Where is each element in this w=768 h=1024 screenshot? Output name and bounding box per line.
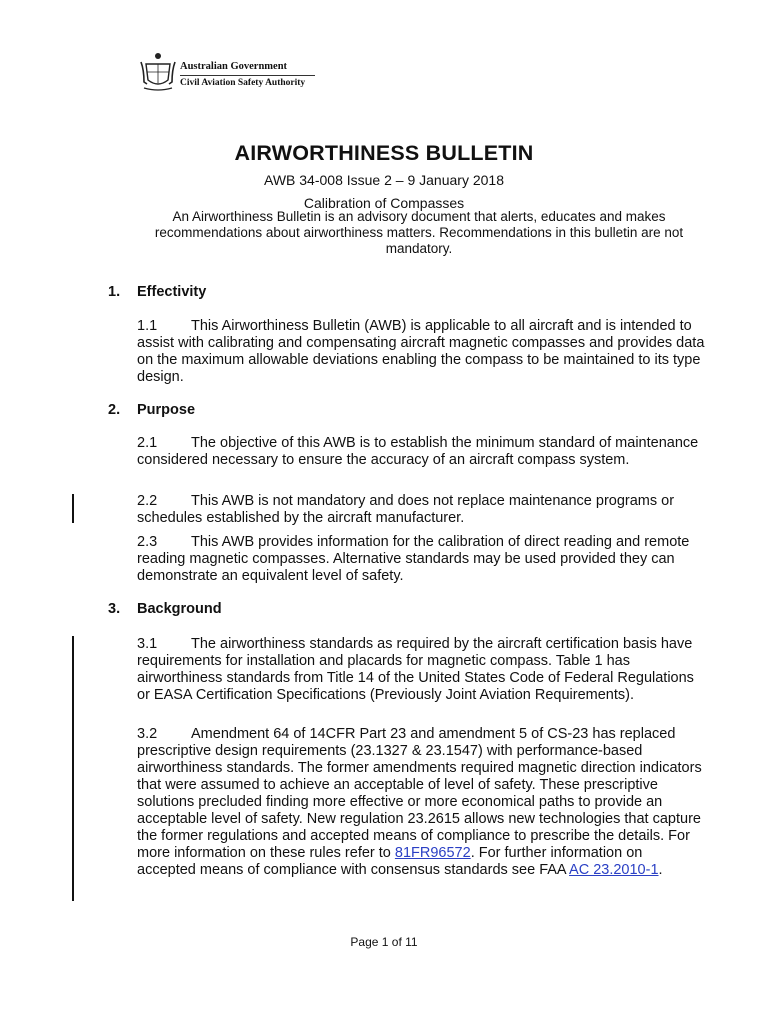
revision-change-bar (72, 636, 74, 901)
paragraph-text: This Airworthiness Bulletin (AWB) is applicable to all aircraft and is intended to assist with calibrating and compensating aircraft magnetic compasses and provides data on the maximum allowable deviations enabling the compass to be maintained to its type design. (137, 318, 705, 385)
paragraph-text-part-1: Amendment 64 of 14CFR Part 23 and amendment 5 of CS-23 has replaced prescriptive design requirements (23.1327 & 23.1547) with performance-based airworthiness standards. The former amendments required magnetic direction indicators that were assumed to achieve an acceptable of level of safety. These prescriptive solutions precluded finding more effective or more economical paths to provide an acceptable level of safety. New regulation 23.2615 allows new technologies that capture the former regulations and accepted means of compliance to prescribe the details. For more information on these rules refer to (137, 726, 702, 861)
section-heading-background (108, 601, 222, 617)
paragraph-number: 1.1 (137, 318, 158, 334)
paragraph-3-2 (137, 726, 705, 879)
paragraph-text-part-3: . (658, 862, 663, 878)
logo-line-government: Australian Government (180, 61, 288, 72)
bulletin-title: AIRWORTHINESS BULLETIN (234, 141, 534, 165)
section-heading-purpose (108, 402, 195, 418)
section-title: Purpose (137, 402, 196, 418)
paragraph-text: The objective of this AWB is to establish the minimum standard of maintenance considered necessary to ensure the accuracy of an aircraft compass system. (137, 435, 699, 468)
section-title: Effectivity (137, 284, 207, 300)
paragraph-3-1 (137, 636, 705, 704)
paragraph-text-part-2: . For further information on accepted means of compliance with consensus standards see FAA (137, 845, 643, 878)
paragraph-text: This AWB is not mandatory and does not replace maintenance programs or schedules established by the aircraft manufacturer. (137, 493, 675, 526)
coat-of-arms-icon (140, 50, 176, 94)
section-number: 3. (108, 601, 121, 617)
section-number: 1. (108, 284, 121, 300)
paragraph-2-1 (137, 435, 705, 469)
page-number: Page 1 of 11 (350, 935, 418, 949)
section-heading-effectivity (108, 284, 206, 300)
paragraph-2-2 (137, 493, 705, 527)
revision-change-bar (72, 494, 74, 523)
paragraph-number: 2.2 (137, 493, 158, 509)
paragraph-1-1 (137, 318, 705, 386)
subject-line: Calibration of Compasses (303, 195, 465, 211)
section-title: Background (137, 601, 222, 617)
logo-line-casa: Civil Aviation Safety Authority (180, 78, 306, 88)
logo-divider (180, 75, 315, 76)
intro-paragraph: An Airworthiness Bulletin is an advisory document that alerts, educates and makes recommendations about airworthiness matters. Recommendations in this bulletin are not mandatory. (154, 209, 684, 256)
paragraph-text: The airworthiness standards as required by the aircraft certification basis have requirements for installation and placards for magnetic compass. Table 1 has airworthiness standards from Title 14 of the United States Code of Federal Regulations or EASA Certification Specifications (Previously Joint Aviation Requirements). (137, 636, 694, 703)
paragraph-number: 3.1 (137, 636, 158, 652)
logo (140, 50, 315, 98)
paragraph-2-3 (137, 534, 705, 585)
link-ac-23-2010-1[interactable]: AC 23.2010-1 (569, 862, 659, 878)
link-81fr96572[interactable]: 81FR96572 (394, 845, 471, 861)
issue-line: AWB 34-008 Issue 2 – 9 January 2018 (264, 172, 504, 188)
section-number: 2. (108, 402, 121, 418)
paragraph-number: 3.2 (137, 726, 158, 742)
paragraph-number: 2.1 (137, 435, 158, 451)
paragraph-text: This AWB provides information for the calibration of direct reading and remote reading magnetic compasses. Alternative standards may be used provided they can demonstrate an equivalent level of safety. (137, 534, 690, 584)
paragraph-number: 2.3 (137, 534, 158, 550)
